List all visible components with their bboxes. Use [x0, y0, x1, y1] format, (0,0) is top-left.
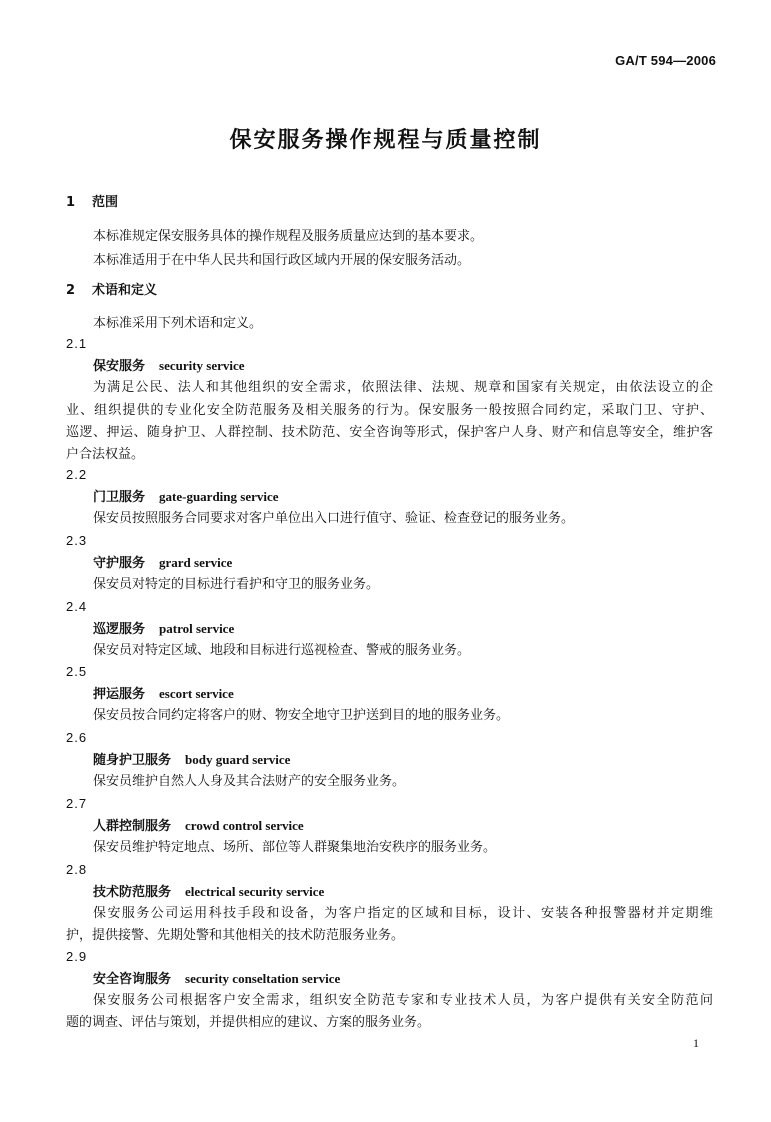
term-zh: 守护服务: [93, 556, 146, 571]
term-zh: 人群控制服务: [93, 819, 172, 834]
section-heading-scope: [66, 193, 118, 213]
term-zh: 保安服务: [93, 359, 146, 374]
term-title: [93, 882, 324, 903]
term-zh: 随身护卫服务: [93, 753, 172, 768]
term-en: grard service: [159, 555, 233, 570]
term-zh: 门卫服务: [93, 490, 146, 505]
term-title: [93, 969, 340, 990]
document-title: 保安服务操作规程与质量控制: [229, 128, 542, 153]
definition-line: 为满足公民、法人和其他组织的安全需求，依照法律、法规、规章和国家有关规定，由依法设立的企: [93, 380, 713, 395]
term-number: 2.1: [66, 336, 88, 351]
term-title: [93, 356, 245, 377]
definition-line: 保安员对特定的目标进行看护和守卫的服务业务。: [93, 577, 380, 592]
section-heading-terms: [66, 281, 157, 301]
term-number: 2.4: [66, 599, 88, 614]
term-en: body guard service: [185, 752, 291, 767]
section-title: 术语和定义: [92, 283, 158, 298]
definition-line: 户合法权益。: [66, 447, 145, 462]
section-title: 范围: [92, 195, 119, 210]
term-zh: 巡逻服务: [93, 622, 146, 637]
section-number: 1: [66, 195, 76, 210]
term-en: crowd control service: [185, 818, 304, 833]
term-title: [93, 750, 290, 771]
page-number: 1: [693, 1036, 699, 1050]
definition-line: 保安服务公司根据客户安全需求，组织安全防范专家和专业技术人员，为客户提供有关安全防范问: [93, 993, 713, 1008]
term-zh: 押运服务: [93, 687, 146, 702]
term-en: electrical security service: [185, 884, 325, 899]
definition-line: 护，提供接警、先期处警和其他相关的技术防范服务业务。: [66, 928, 405, 943]
definition-line: 题的调查、评估与策划，并提供相应的建议、方案的服务业务。: [66, 1015, 431, 1030]
standard-number: GA/T 594—2006: [615, 53, 716, 68]
paragraph: 本标准采用下列术语和定义。: [93, 316, 263, 331]
definition-line: 保安员维护特定地点、场所、部位等人群聚集地治安秩序的服务业务。: [93, 840, 497, 855]
term-number: 2.7: [66, 796, 88, 811]
section-number: 2: [66, 283, 76, 298]
definition-line: 保安员按合同约定将客户的财、物安全地守卫护送到目的地的服务业务。: [93, 708, 510, 723]
term-title: [93, 816, 304, 837]
term-title: [93, 684, 234, 705]
term-number: 2.8: [66, 862, 88, 877]
term-title: [93, 553, 232, 574]
definition-line: 保安员对特定区域、地段和目标进行巡视检查、警戒的服务业务。: [93, 643, 471, 658]
paragraph: 本标准适用于在中华人民共和国行政区域内开展的保安服务活动。: [93, 253, 471, 268]
definition-line: 保安员维护自然人人身及其合法财产的安全服务业务。: [93, 774, 406, 789]
paragraph: 本标准规定保安服务具体的操作规程及服务质量应达到的基本要求。: [93, 229, 484, 244]
term-en: patrol service: [159, 621, 235, 636]
term-number: 2.3: [66, 533, 88, 548]
term-number: 2.2: [66, 467, 88, 482]
term-en: security service: [159, 358, 245, 373]
definition-line: 业、组织提供的专业化安全防范服务及相关服务的行为。保安服务一般按照合同约定，采取门卫、守护、: [66, 403, 713, 418]
term-zh: 技术防范服务: [93, 885, 172, 900]
term-en: escort service: [159, 686, 234, 701]
term-zh: 安全咨询服务: [93, 972, 172, 987]
term-number: 2.9: [66, 949, 88, 964]
term-number: 2.6: [66, 730, 88, 745]
term-en: security conseltation service: [185, 971, 341, 986]
definition-line: 保安服务公司运用科技手段和设备，为客户指定的区域和目标，设计、安装各种报警器材并定期维: [93, 906, 713, 921]
term-en: gate-guarding service: [159, 489, 279, 504]
term-number: 2.5: [66, 664, 88, 679]
term-title: [93, 619, 234, 640]
definition-line: 巡逻、押运、随身护卫、人群控制、技术防范、安全咨询等形式，保护客户人身、财产和信息等安全，维护客: [66, 425, 713, 440]
term-title: [93, 487, 279, 508]
definition-line: 保安员按照服务合同要求对客户单位出入口进行值守、验证、检查登记的服务业务。: [93, 511, 575, 526]
